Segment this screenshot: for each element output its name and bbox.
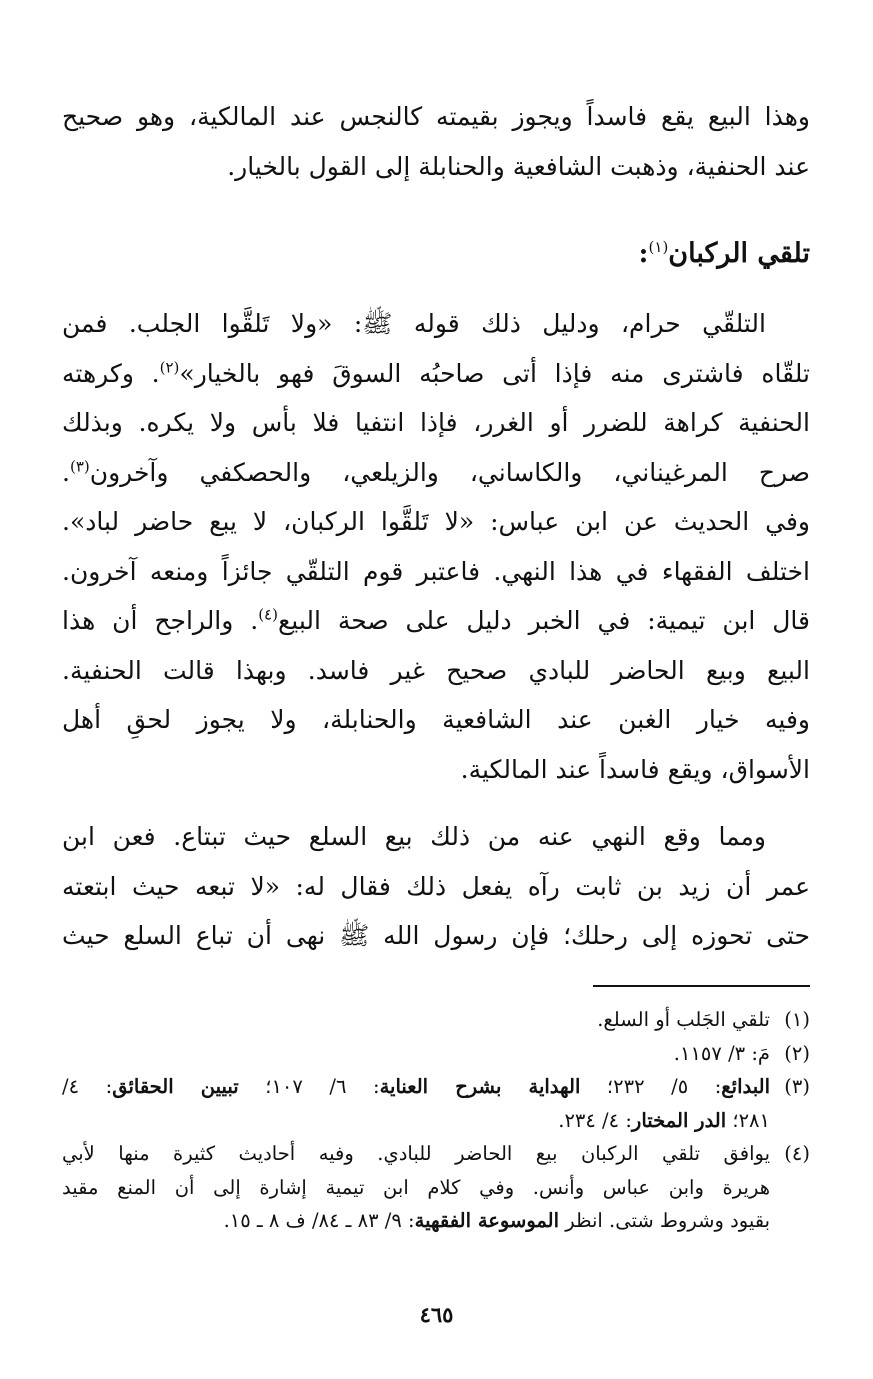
footnote-4-line-1: يوافق تلقي الركبان بيع الحاضر للبادي. وفيه أحاديث كثيرة منها لأبي bbox=[62, 1142, 770, 1165]
source-title: تبيين الحقائق bbox=[112, 1075, 239, 1098]
main-line-4 bbox=[62, 448, 810, 498]
source-ref: : ٩/ ٨٣ ـ ٨٤/ ف ٨ ـ ١٥. bbox=[223, 1209, 415, 1232]
source-title: البدائع bbox=[721, 1075, 770, 1098]
footnote-1 bbox=[62, 1003, 810, 1037]
footnote-separator bbox=[593, 985, 810, 987]
page-number: ٤٦٥ bbox=[419, 1302, 454, 1327]
footnote-text bbox=[62, 1137, 770, 1238]
third-paragraph bbox=[62, 812, 810, 961]
main-line-3: الحنفية كراهة للضرر أو الغرر، فإذا انتفيا فلا بأس ولا يكره. وبذلك bbox=[62, 408, 810, 437]
third-line-1: ومما وقع النهي عنه من ذلك بيع السلع حيث تبتاع. فعن ابن bbox=[62, 822, 766, 851]
main-line-9: وفيه خيار الغبن عند الشافعية والحنابلة، ولا يجوز لحقِ أهل bbox=[62, 705, 810, 734]
intro-line-2: عند الحنفية، وذهبت الشافعية والحنابلة إلى القول بالخيار. bbox=[227, 151, 810, 181]
footnote-4 bbox=[62, 1137, 810, 1238]
source-title: الدر المختار bbox=[631, 1108, 727, 1132]
source-ref: : ٤/ ٢٣٤. bbox=[558, 1108, 632, 1132]
source-ref: : ٤/ bbox=[62, 1075, 113, 1098]
source-title: الهداية بشرح العناية bbox=[379, 1075, 581, 1098]
footnote-1-line: تلقي الجَلب أو السلع. bbox=[597, 1008, 770, 1031]
main-line-7-tail: . والراجح أن هذا bbox=[62, 606, 259, 635]
footnote-ref-4: (٤) bbox=[258, 605, 278, 624]
source-ref: ٢٨١؛ bbox=[726, 1108, 770, 1132]
intro-paragraph bbox=[62, 92, 810, 191]
main-line-7-text: قال ابن تيمية: في الخبر دليل على صحة البيع bbox=[277, 606, 810, 635]
section-heading-colon: : bbox=[638, 238, 649, 269]
footnote-2-line: مَ: ٣/ ١١٥٧. bbox=[673, 1041, 770, 1065]
footnote-text bbox=[62, 1037, 770, 1071]
third-line-2: عمر أن زيد بن ثابت رآه يفعل ذلك فقال له: «لا تبعه حيث ابتعته bbox=[62, 871, 810, 901]
footnote-ref-2: (٢) bbox=[159, 358, 180, 377]
footnote-number: (٤) bbox=[784, 1142, 810, 1165]
intro-line-1: وهذا البيع يقع فاسداً ويجوز بقيمته كالنجس عند المالكية، وهو صحيح bbox=[62, 102, 810, 131]
third-line-3: حتى تحوزه إلى رحلك؛ فإن رسول الله ﷺ نهى أن تباع السلع حيث bbox=[62, 921, 810, 950]
section-heading bbox=[62, 229, 810, 279]
footnotes bbox=[62, 1003, 810, 1238]
main-line-2-text: تلقّاه فاشترى منه فإذا أتى صاحبُه السوقَ فهو بالخيار» bbox=[179, 358, 810, 388]
main-line-5: وفي الحديث عن ابن عباس: «لا تَلقَّوا الركبان، لا يبع حاضر لباد». bbox=[62, 507, 810, 536]
source-title: الموسوعة الفقهية bbox=[414, 1209, 560, 1232]
footnote-4-line-2: هريرة وابن عباس وأنس. وفي كلام ابن تيمية إشارة إلى أن المنع مقيد bbox=[62, 1175, 770, 1199]
main-line-2-tail: . وكرهته bbox=[62, 358, 160, 388]
footnote-4-text: بقيود وشروط شتى. انظر bbox=[559, 1209, 770, 1232]
main-paragraph bbox=[62, 299, 810, 794]
section-heading-title: تلقي الركبان bbox=[668, 238, 810, 269]
footnote-2 bbox=[62, 1037, 810, 1071]
footnote-number: (١) bbox=[784, 1008, 810, 1031]
page-body bbox=[62, 92, 810, 961]
main-line-6: اختلف الفقهاء في هذا النهي. فاعتبر قوم التلقّي جائزاً ومنعه آخرون. bbox=[62, 556, 810, 586]
main-line-8: البيع وبيع الحاضر للبادي صحيح غير فاسد. وبهذا قالت الحنفية. bbox=[62, 655, 810, 685]
footnote-number: (٣) bbox=[784, 1075, 810, 1098]
footnote-text bbox=[62, 1003, 770, 1037]
footnote-number: (٢) bbox=[784, 1041, 810, 1065]
main-line-4-tail: . bbox=[62, 457, 70, 487]
footnote-3 bbox=[62, 1070, 810, 1137]
source-ref: : ٦/ ١٠٧؛ bbox=[238, 1075, 380, 1098]
footnote-3-line-1 bbox=[62, 1070, 770, 1104]
footnote-ref-3: (٣) bbox=[69, 457, 90, 476]
footnote-text bbox=[62, 1070, 770, 1137]
main-line-7 bbox=[62, 596, 810, 646]
source-ref: : ٥/ ٢٣٢؛ bbox=[580, 1075, 722, 1098]
main-line-4-text: صرح المرغيناني، والكاساني، والزيلعي، والحصكفي وآخرون bbox=[89, 457, 810, 487]
footnote-4-line-3 bbox=[62, 1204, 770, 1238]
footnote-ref-1: (١) bbox=[648, 238, 669, 256]
main-line-1: التلقّي حرام، ودليل ذلك قوله ﷺ: «ولا تَلقَّوا الجلب. فمن bbox=[62, 309, 766, 338]
main-line-2 bbox=[62, 349, 810, 399]
main-line-10: الأسواق، ويقع فاسداً عند المالكية. bbox=[460, 754, 810, 784]
footnote-3-line-2 bbox=[62, 1104, 770, 1138]
